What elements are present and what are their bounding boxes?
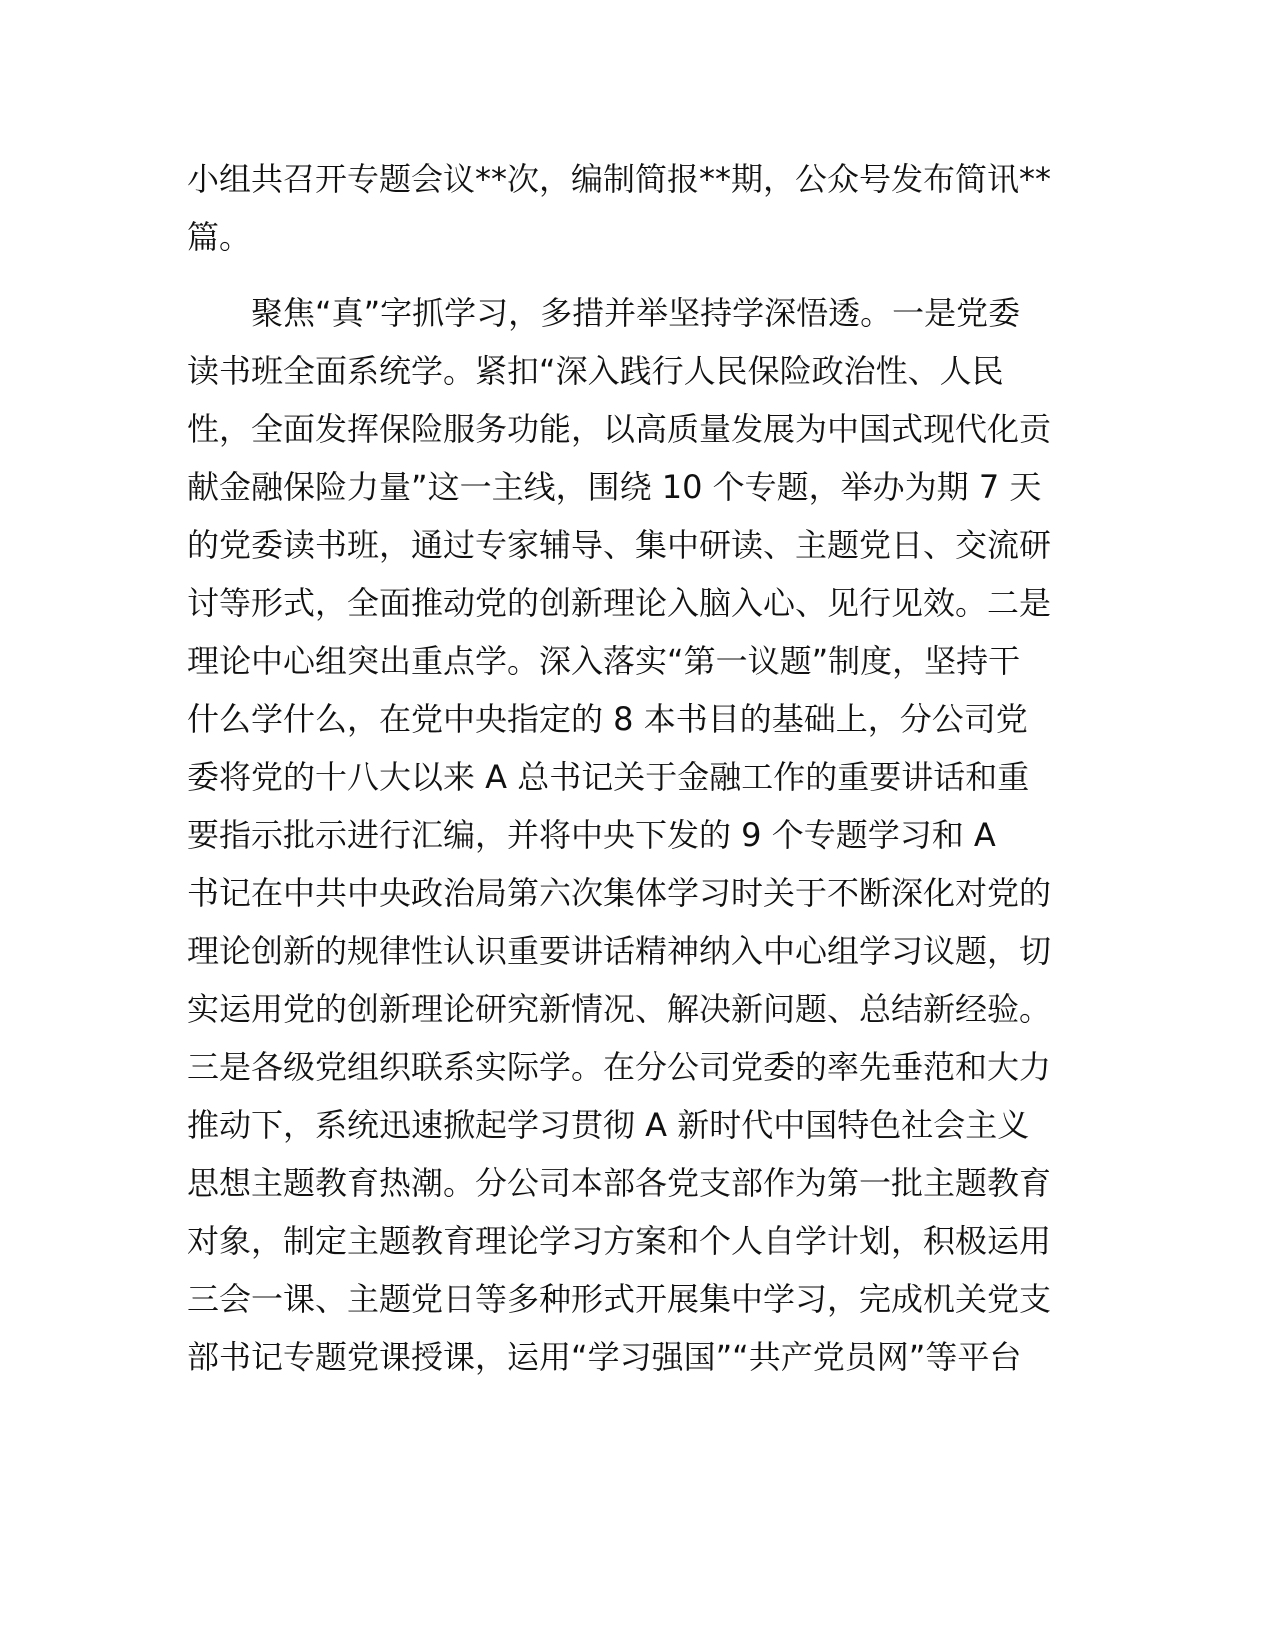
text-line: 小组共召开专题会议**次，编制简报**期，公众号发布简讯**: [187, 160, 1052, 198]
text-line: 委将党的十八大以来 A 总书记关于金融工作的重要讲话和重: [187, 758, 1030, 796]
text-line: 推动下，系统迅速掀起学习贯彻 A 新时代中国特色社会主义: [187, 1106, 1030, 1144]
text-line: 篇。: [187, 218, 252, 256]
text-line: 实运用党的创新理论研究新情况、解决新问题、总结新经验。: [187, 990, 1052, 1028]
text-line: 三会一课、主题党日等多种形式开展集中学习，完成机关党支: [187, 1280, 1052, 1318]
text-line: 思想主题教育热潮。分公司本部各党支部作为第一批主题教育: [187, 1164, 1052, 1202]
paragraph-gap: [187, 266, 1087, 284]
text-line: 讨等形式，全面推动党的创新理论入脑入心、见行见效。二是: [187, 584, 1052, 622]
text-line: 理论创新的规律性认识重要讲话精神纳入中心组学习议题，切: [187, 932, 1052, 970]
text-line: 对象，制定主题教育理论学习方案和个人自学计划，积极运用: [187, 1222, 1052, 1260]
text-line: 部书记专题党课授课，运用“学习强国”“共产党员网”等平台: [187, 1338, 1022, 1376]
text-line: 献金融保险力量”这一主线，围绕 10 个专题，举办为期 7 天: [187, 468, 1042, 506]
text-line: 理论中心组突出重点学。深入落实“第一议题”制度，坚持干: [187, 642, 1021, 680]
text-line: 的党委读书班，通过专家辅导、集中研读、主题党日、交流研: [187, 526, 1052, 564]
text-line: 书记在中共中央政治局第六次集体学习时关于不断深化对党的: [187, 874, 1052, 912]
text-line: 要指示批示进行汇编，并将中央下发的 9 个专题学习和 A: [187, 816, 996, 854]
paragraph-first-line: 聚焦“真”字抓学习，多措并举坚持学深悟透。一是党委: [251, 294, 1021, 332]
text-line: 三是各级党组织联系实际学。在分公司党委的率先垂范和大力: [187, 1048, 1052, 1086]
text-line: 性，全面发挥保险服务功能，以高质量发展为中国式现代化贡: [187, 410, 1052, 448]
body-text: [187, 150, 1087, 1386]
text-line: 什么学什么，在党中央指定的 8 本书目的基础上，分公司党: [187, 700, 1028, 738]
text-line: 读书班全面系统学。紧扣“深入践行人民保险政治性、人民: [187, 352, 1004, 390]
